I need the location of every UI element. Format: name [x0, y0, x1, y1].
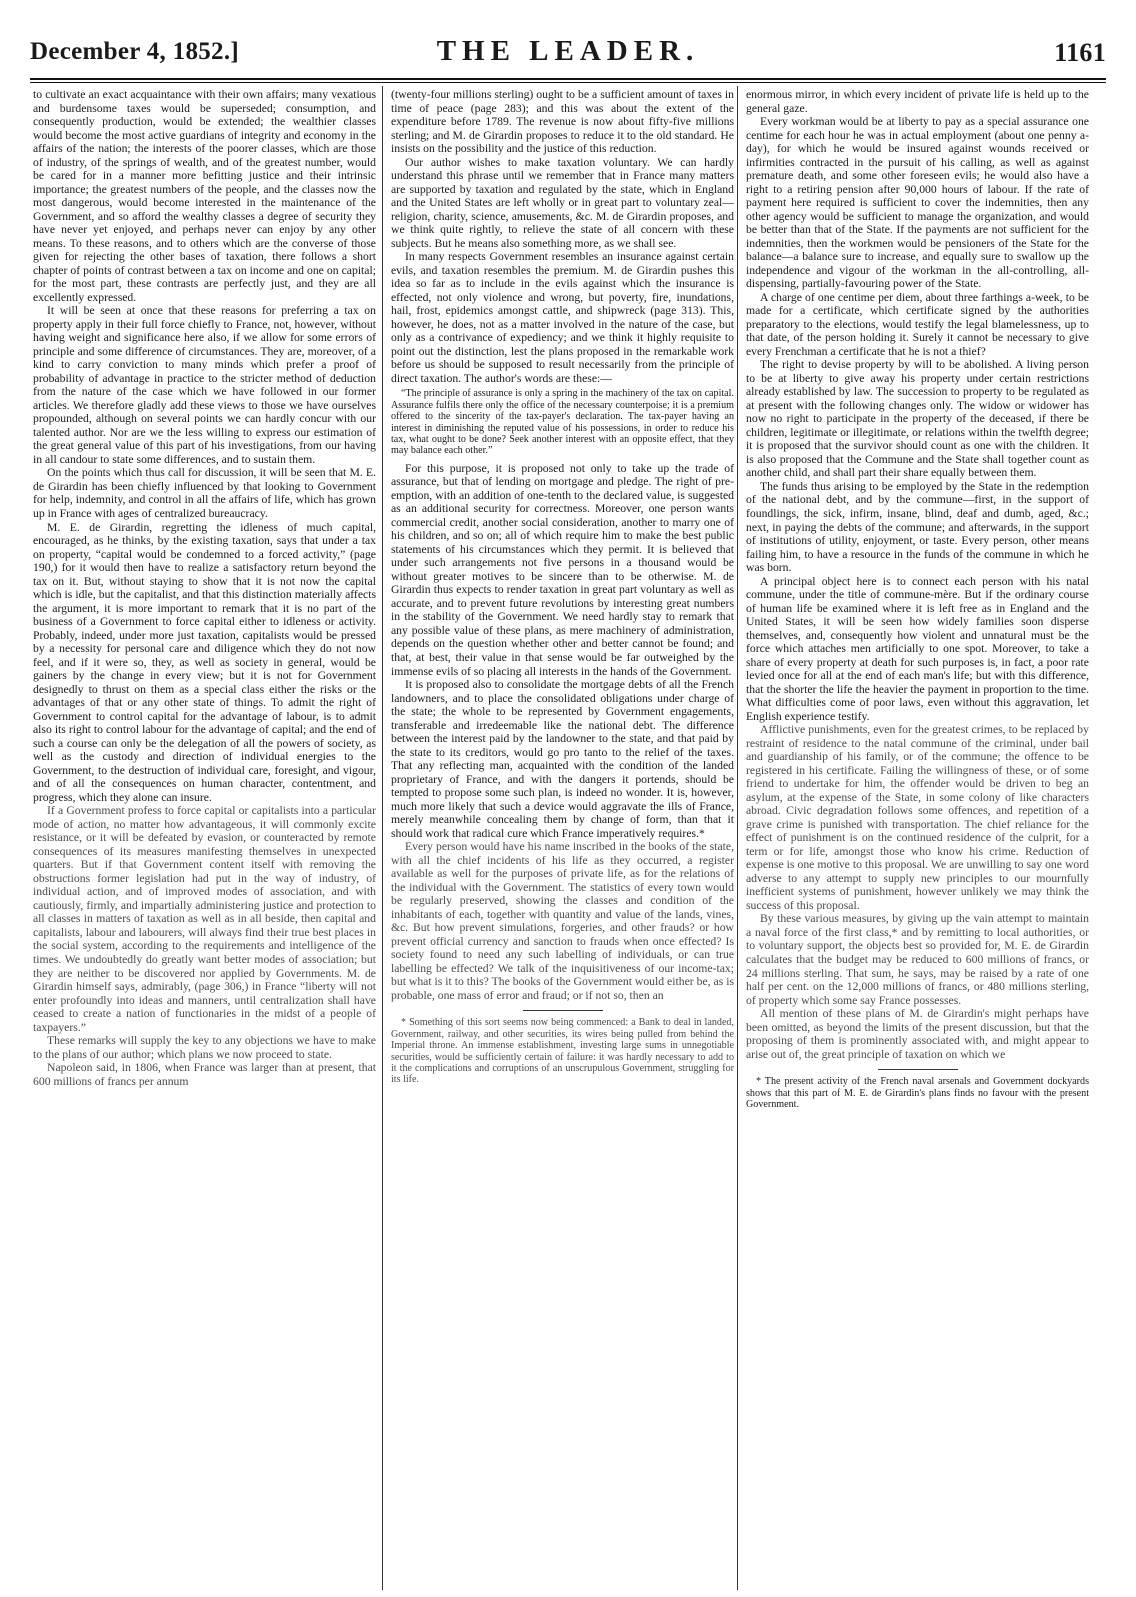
paragraph: It will be seen at once that these reasons for preferring a tax on property apply in their full force chiefly to France, not, however, without having weight and significance here also, if we allow for some errors of principle and some difference of circumstances. They are, moreover, of a kind to carry conviction to many minds which prefer a proof of probability of advantage in practice to the stricter method of deduction from the nature of the case which we have followed in our former articles. We therefore gladly add these views to those we have ourselves propounded, although on several points we can hardly concur with our talented author. Nor are we the less willing to express our estimation of the great general value of this part of his investigations, from our having in all candour to state some differences, and to sustain them.	[33, 304, 376, 466]
paragraph: M. E. de Girardin, regretting the idleness of much capital, encouraged, as he thinks, by the existing taxation, says that under a tax on property, “capital would be condemned to a forced activity,” (page 190,) for it would then have to realize a satisfactory return beyond the tax on it. But, without staying to show that it is not now the capital which is idle, but the capitalist, and that this distinction materially affects the argument, it is more important to remark that it is no part of the business of a Government to force capital either to idleness or activity. Probably, indeed, under more just taxation, capitalists would be pressed by a necessity for personal care and diligence which they do not now feel, and if it were so, they, as well as society in general, would be gainers by the change in every view; but it is not for Government designedly to thrust on them as a special class either the risks or the advantages of that or any other state of things. To admit the right of Government to control capital for the advantage of labour, is to admit also its right to control labour for the advantage of capital; and the end of such a course can only be the delegation of all the powers of society, as well as the custody and direction of individual energies to the Government, to the destruction of individual care, foresight, and vigour, and of all the consequences on human character, contentment, and progress, which they alone can insure.	[33, 520, 376, 804]
paragraph: Every person would have his name inscribed in the books of the state, with all the chief incidents of his life as they occurred, a register available as well for the purposes of private life, as for the relations of the individual with the Government. The statistics of every town would be regularly preserved, showing the classes and condition of the inhabitants of each, together with quantity and value of the lands, vines, &c. But how prevent simulations, forgeries, and other frauds? or how prevent official currency and sanction to frauds when once effected? Is society found to need any such labelling of individuals, or can true labelling be effected? We talk of the inquisitiveness of our income-tax; but what is it to this? The books of the Government would either be, as is probable, one mass of error and fraud; or if not so, then an	[391, 840, 734, 1002]
page-number: 1161	[1054, 38, 1106, 67]
paragraph: If a Government profess to force capital or capitalists into a particular mode of action, no matter how advantageous, it will commonly excite resistance, or it will be defeated by evasion, or counteracted by remote consequences of its measures manifesting themselves in unexpected quarters. But if that Government content itself with removing the obstructions former legislation had put in the way of industry, of individual action, and of improved modes of association, and with cautiously, firmly, and impartially administering justice and protection to all classes in matters of taxation as well as in all beside, then capital and capitalists, labour and labourers, will always find their true best places in the social system, according to the requirements and intelligence of the times. We undoubtedly do greatly want better modes of association; but they are neither to be discovered nor applied by Governments. M. de Girardin himself says, admirably, (page 306,) in France “liberty will not enter profoundly into ideas and manners, until centralization shall have ceased to create a nation of functionaries in the midst of a people of taxpayers.”	[33, 804, 376, 1034]
paragraph: (twenty-four millions sterling) ought to be a sufficient amount of taxes in time of peace (page 283); and this was about the extent of the expenditure before 1789. The revenue is now about fifty-five millions sterling; and M. de Girardin proposes to reduce it to the old standard. He insists on the possibility and the justice of this reduction.	[391, 88, 734, 156]
paragraph: In many respects Government resembles an insurance against certain evils, and taxation resembles the premium. M. de Girardin pushes this idea so far as to include in the evils against which the insurance is effected, not only violence and wrong, but poverty, fire, inundations, hail, frost, epidemics amongst cattle, and shipwreck (page 313). This, however, he does, not as a matter involved in the nature of the case, but only as a contrivance of expediency; and we think it highly requisite to point out the distinction, lest the plans proposed in the remarkable work before us should be supposed to result necessarily from the principle of direct taxation. The author's words are these:—	[391, 250, 734, 385]
paragraph: On the points which thus call for discussion, it will be seen that M. E. de Girardin has been chiefly influenced by that looking to Government for help, indemnity, and control in all the affairs of life, which has grown up in France with ages of centralized bureaucracy.	[33, 466, 376, 520]
column-1	[33, 88, 376, 1588]
column-2	[391, 88, 734, 1588]
masthead	[30, 34, 1106, 74]
paragraph: A principal object here is to connect each person with his natal commune, under the title of commune-mère. But if the ordinary course of human life be examined where it is left free as in England and the United States, it will be seen how widely families soon disperse themselves, and, consequently how violent and unnatural must be the force which attaches men artificially to one spot. Moreover, to take a share of every property at death for such purposes is, in fact, a poor rate levied once for all at the end of each man's life; but with this difference, that the shorter the life the heavier the payment in proportion to the time. What difficulties come of poor laws, even without this aggravation, let English experience testify.	[746, 574, 1089, 723]
column-3	[746, 88, 1089, 1588]
column-divider	[382, 86, 383, 1590]
paragraph: By these various measures, by giving up the vain attempt to maintain a naval force of the first class,* and by remitting to local authorities, or to voluntary support, the objects best so provided for, M. E. de Girardin calculates that the budget may be reduced to 600 millions of francs, or 24 millions sterling. That sum, he says, may be raised by a rate of one half per cent. on the 12,000 millions of francs, or 480 millions sterling, of property which some say France possesses.	[746, 912, 1089, 1007]
newspaper-title: THE LEADER.	[436, 35, 700, 67]
masthead-rule-thin	[30, 82, 1106, 83]
paragraph: For this purpose, it is proposed not only to take up the trade of assurance, but that of lending on mortgage and pledge. The right of pre-emption, with an addition of one-tenth to the declared value, is suggested as an additional security for correctness. Moreover, one person wants commercial credit, another social consideration, another to marry one of his children, and so on; all of which require him to make the best public statements of his circumstances which they permit. It is believed that under such arrangements not five persons in a thousand would be without greater motives to be sincere than to be otherwise. M. de Girardin thus expects to render taxation in great part voluntary as well as accurate, and to prevent future revolutions by interesting great numbers in the stability of the Government. We need hardly stay to remark that any possible value of these plans, as mere machinery of administration, depends on the question whether other and better cannot be found; and that, at best, their value in that sense would be far outweighed by the immense evils of so placing all interests in the hands of the Government.	[391, 461, 734, 678]
footnote: * The present activity of the French naval arsenals and Government dockyards shows that this part of M. E. de Girardin's plans finds no favour with the present Government.	[746, 1076, 1089, 1110]
paragraph: Afflictive punishments, even for the greatest crimes, to be replaced by restraint of residence to the natal commune of the criminal, under bail and guardianship of his family, or of the commune; the offence to be registered in his certificate. Failing the willingness of these, or of some friend to undertake for him, the offender would be driven to beg an asylum, at the expense of the State, in some colony of like characters abroad. Civic degradation follows some offences, and repetition of a grave crime is punished with transportation. The chief reliance for the effect of punishment is on the continued residence of the culprit, for a term or for life, amongst those who know his crime. Reduction of expense is one motive to this proposal. We are unwilling to say one word adverse to any attempt to supply new principles to our mournfully inefficient systems of punishment, however unlikely we may think the success of this proposal.	[746, 723, 1089, 912]
column-divider	[737, 86, 738, 1590]
issue-date: December 4, 1852.]	[30, 38, 240, 65]
paragraph: It is proposed also to consolidate the mortgage debts of all the French landowners, and to place the consolidated obligations under charge of the state; the whole to be represented by Government engagements, transferable and irredeemable like the national debt. The difference between the interest paid by the landowner to the state, and that paid by the state to its creditors, would go pro tanto to the relief of the taxes. That any reflecting man, acquainted with the condition of the landed proprietary of France, and with the dangers it portends, should be tempted to propose some such plan, is indeed no wonder. It is, however, much more likely that such a device would aggravate the ills of France, merely meanwhile concealing them by change of form, than that it should work that radical cure which France imperatively requires.*	[391, 678, 734, 840]
block-quote: “The principle of assurance is only a spring in the machinery of the tax on capital. Assurance fulfils there only the office of the necessary counterpoise; it is a premium offered to the sincerity of the tax-payer's declaration. The tax-payer having an interest in diminishing the reputed value of his possessions, in order to reduce his tax, what ought to be done? Seek another interest with an opposite effect, that they may balance each other.”	[391, 388, 734, 457]
paragraph: to cultivate an exact acquaintance with their own affairs; many vexatious and burdensome taxes would be superseded; consumption, and consequently production, would be extended; the wealthier classes would become the most active guardians of integrity and economy in the affairs of the nation; the interests of the poorer classes, which are those of industry, of the springs of wealth, and of the greatest number, would be cared for in a manner more befitting justice and their intrinsic importance; the greatest numbers of the people, and the classes now the most dangerous, would become interested in the maintenance of the Government, and so afford the wealthy classes a degree of security they have never yet enjoyed, and perhaps never can enjoy by any other means. To these reasons, and to others which are the converse of those given for rejecting the other bases of taxation, there follows a short chapter of points of contrast between a tax on income and one on capital; for the most part, these contrasts are perfectly just, and they are all excellently expressed.	[33, 88, 376, 304]
paragraph: Our author wishes to make taxation voluntary. We can hardly understand this phrase until we remember that in France many matters are supported by taxation and regulated by the state, which in England and the United States are left wholly or in great part to voluntary zeal—religion, charity, science, amusements, &c. M. de Girardin proposes, and we think quite rightly, to relieve the state of all concern with these subjects. But he means also something more, as we shall see.	[391, 155, 734, 250]
paragraph: The funds thus arising to be employed by the State in the redemption of the national debt, and by the commune—first, in the support of foundlings, the sick, infirm, insane, blind, deaf and dumb, aged, &c.; next, in paying the debts of the commune; and afterwards, in the support of institutions of utility, enjoyment, or taste. Every person, other means failing him, to have a resource in the funds of the commune in which he was born.	[746, 479, 1089, 575]
paragraph: The right to devise property by will to be abolished. A living person to be at liberty to give away his property under certain restrictions already established by law. The succession to property to be regulated as at present with the following changes only. The widow or widower has now no right to participate in the property of the deceased, if there be children, legitimate or illegitimate, or relations within the twelfth degree; it is proposed that the survivor should count as one with the children. It is also proposed that the Commune and the State shall together count as another child, and shall part their share equally between them.	[746, 358, 1089, 480]
masthead-rule	[30, 78, 1106, 80]
footnote-rule	[878, 1069, 958, 1070]
paragraph: All mention of these plans of M. de Girardin's might perhaps have been omitted, as beyond the limits of the present discussion, but that the proposing of them is prominently associated with, and might appear to arise out of, the great principle of taxation on which we	[746, 1007, 1089, 1061]
paragraph: enormous mirror, in which every incident of private life is held up to the general gaze.	[746, 88, 1089, 115]
paragraph: Every workman would be at liberty to pay as a special assurance one centime for each hour he was in actual employment (about one penny a-day), for which he would be insured against wounds received or infirmities contracted in the pursuit of his calling, as well as against premature death, and some other foreseen evils; he would also have a right to a retiring pension after 90,000 hours of labour. If the rate of payment here required is sufficient to cover the indemnities, then any other agency would be sufficient to manage the organization, and would be better than that of the State. If the payments are not sufficient for the indemnities, then the workmen would be pensioners of the State for the balance—a balance sure to increase, and equally sure to swallow up the independence and vigour of the workman in the all-controlling, all-dispensing, partially-favouring power of the State.	[746, 115, 1089, 291]
footnote-rule	[523, 1010, 603, 1011]
footnote: * Something of this sort seems now being commenced: a Bank to deal in landed, Government, railway, and other securities, its wires being pulled from behind the Imperial throne. An immense establishment, investing large sums in unnegotiable securities, would be sufficiently certain of failure: it was hardly necessary to add to it the complications and corruptions of an unscrupulous Government, struggling for its life.	[391, 1017, 734, 1086]
paragraph: A charge of one centime per diem, about three farthings a-week, to be made for a certificate, which certificate signed by the authorities preparatory to the elections, would testify the legal blamelessness, up to that date, of the person holding it. Surely it cannot be necessary to give every Frenchman a certificate that he is not a thief?	[746, 290, 1089, 358]
paragraph: These remarks will supply the key to any objections we have to make to the plans of our author; which plans we now proceed to state.	[33, 1034, 376, 1061]
paragraph: Napoleon said, in 1806, when France was larger than at present, that 600 millions of francs per annum	[33, 1061, 376, 1088]
